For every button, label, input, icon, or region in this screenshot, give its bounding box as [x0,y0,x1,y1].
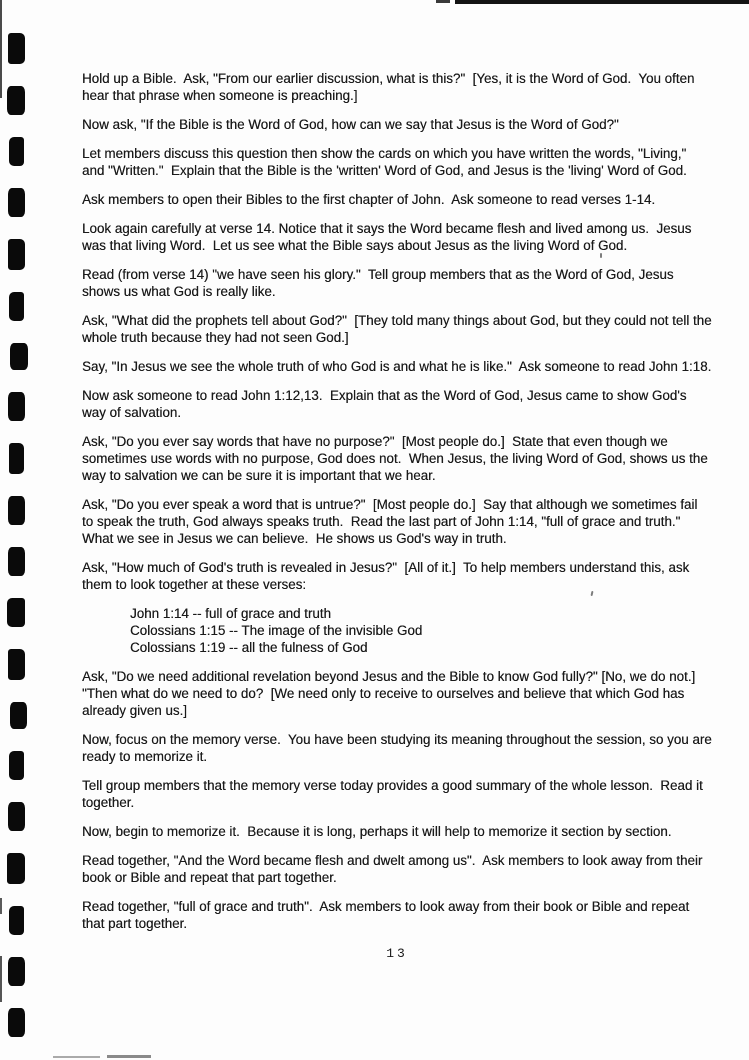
scan-edge-artifact [0,898,2,914]
binding-hole [10,702,27,729]
paragraph: Ask, "What did the prophets tell about God?" [They told many things about God, but they could not tell the whole truth because they had not seen God.] [82,313,716,345]
binding-hole [7,598,25,627]
paragraph: Ask, "How much of God's truth is revealed in Jesus?" [All of it.] To help members understand this, ask them to look together at these verses: [82,560,693,592]
paragraph: Now, focus on the memory verse. You have been studying its meaning throughout the session, so you are ready to memorize it. [82,732,716,764]
paragraph: Ask members to open their Bibles to the first chapter of John. Ask someone to read verses 1-14. [82,192,656,207]
paragraph: Read together, "full of grace and truth". Ask members to look away from their book or Bible and repeat that part together. [82,899,693,931]
verse-list [82,605,712,656]
binding-hole [8,188,25,217]
binding-hole [7,86,25,115]
scan-bottom-dash [107,1055,151,1058]
verse-item: Colossians 1:19 -- all the fulness of God [130,640,368,655]
paragraph: Tell group members that the memory verse today provides a good summary of the whole lesson. Read it together. [82,778,707,810]
binding-hole [8,496,25,525]
binding-hole [8,392,25,421]
binding-hole [8,239,25,270]
page-number: 13 [386,946,408,961]
paragraph: Ask, "Do you ever speak a word that is untrue?" [Most people do.] Say that although we sometimes fail to speak the truth, God always speaks truth. Read the last part of John 1:14, "full of grace and truth." What we see in Jesus we can believe. He shows us God's way in truth. [82,497,702,546]
binding-hole [9,906,24,935]
paragraph: Read together, "And the Word became flesh and dwelt among us". Ask members to look away from their book or Bible and repeat that part together. [82,853,707,885]
binding-hole [8,957,25,986]
binding-hole [7,853,25,884]
paragraph: Say, "In Jesus we see the whole truth of who God is and what he is like." Ask someone to read John 1:18. [82,359,712,374]
binding-hole [8,802,25,831]
paragraph: Let members discuss this question then show the cards on which you have written the words, "Living," and "Written." Explain that the Bible is the 'written' Word of God, and Jesus is the 'living' Word of God. [82,146,690,178]
binding-hole [8,547,25,576]
paragraph: Read (from verse 14) "we have seen his glory." Tell group members that as the Word of God, Jesus shows us what God is really like. [82,267,678,299]
binding-hole [9,137,24,166]
paragraph: Now, begin to memorize it. Because it is long, perhaps it will help to memorize it section by section. [82,824,672,839]
paragraph: Hold up a Bible. Ask, "From our earlier discussion, what is this?" [Yes, it is the Word of God. You often hear that phrase when someone is preaching.] [82,71,699,103]
scan-edge-rule-fragment [436,0,450,3]
scan-bottom-dash [53,1056,100,1058]
scan-edge-rule [455,0,749,4]
paragraph: Now ask, "If the Bible is the Word of God, how can we say that Jesus is the Word of God?" [82,117,619,132]
binding-hole [8,1008,25,1037]
binding-hole [9,443,24,474]
binding-hole [10,343,28,370]
paragraph: Ask, "Do you ever say words that have no purpose?" [Most people do.] State that even though we sometimes use words with no purpose, God does not. When Jesus, the living Word of God, shows us the way to salvation we can be sure it is important that we hear. [82,434,712,483]
binding-hole [9,751,24,780]
verse-item: Colossians 1:15 -- The image of the invisible God [130,623,423,638]
document-body [82,70,716,944]
paragraph: Ask, "Do we need additional revelation beyond Jesus and the Bible to know God fully?" [No, we do not.] "Then what do we need to do? [We need only to receive to ourselves and believe that which God has already given us.] [82,669,703,718]
verse-item: John 1:14 -- full of grace and truth [130,606,331,621]
binding-hole [9,292,24,321]
scan-edge-artifact [0,956,2,1002]
paragraph: Look again carefully at verse 14. Notice that it says the Word became flesh and lived among us. Jesus was that living Word. Let us see what the Bible says about Jesus as the living Word of God. [82,221,696,253]
paragraph: Now ask someone to read John 1:12,13. Explain that as the Word of God, Jesus came to show God's way of salvation. [82,388,691,420]
binding-hole [8,33,25,64]
binding-holes [8,33,26,1037]
binding-hole [8,649,25,680]
scan-edge-artifact [0,0,2,98]
